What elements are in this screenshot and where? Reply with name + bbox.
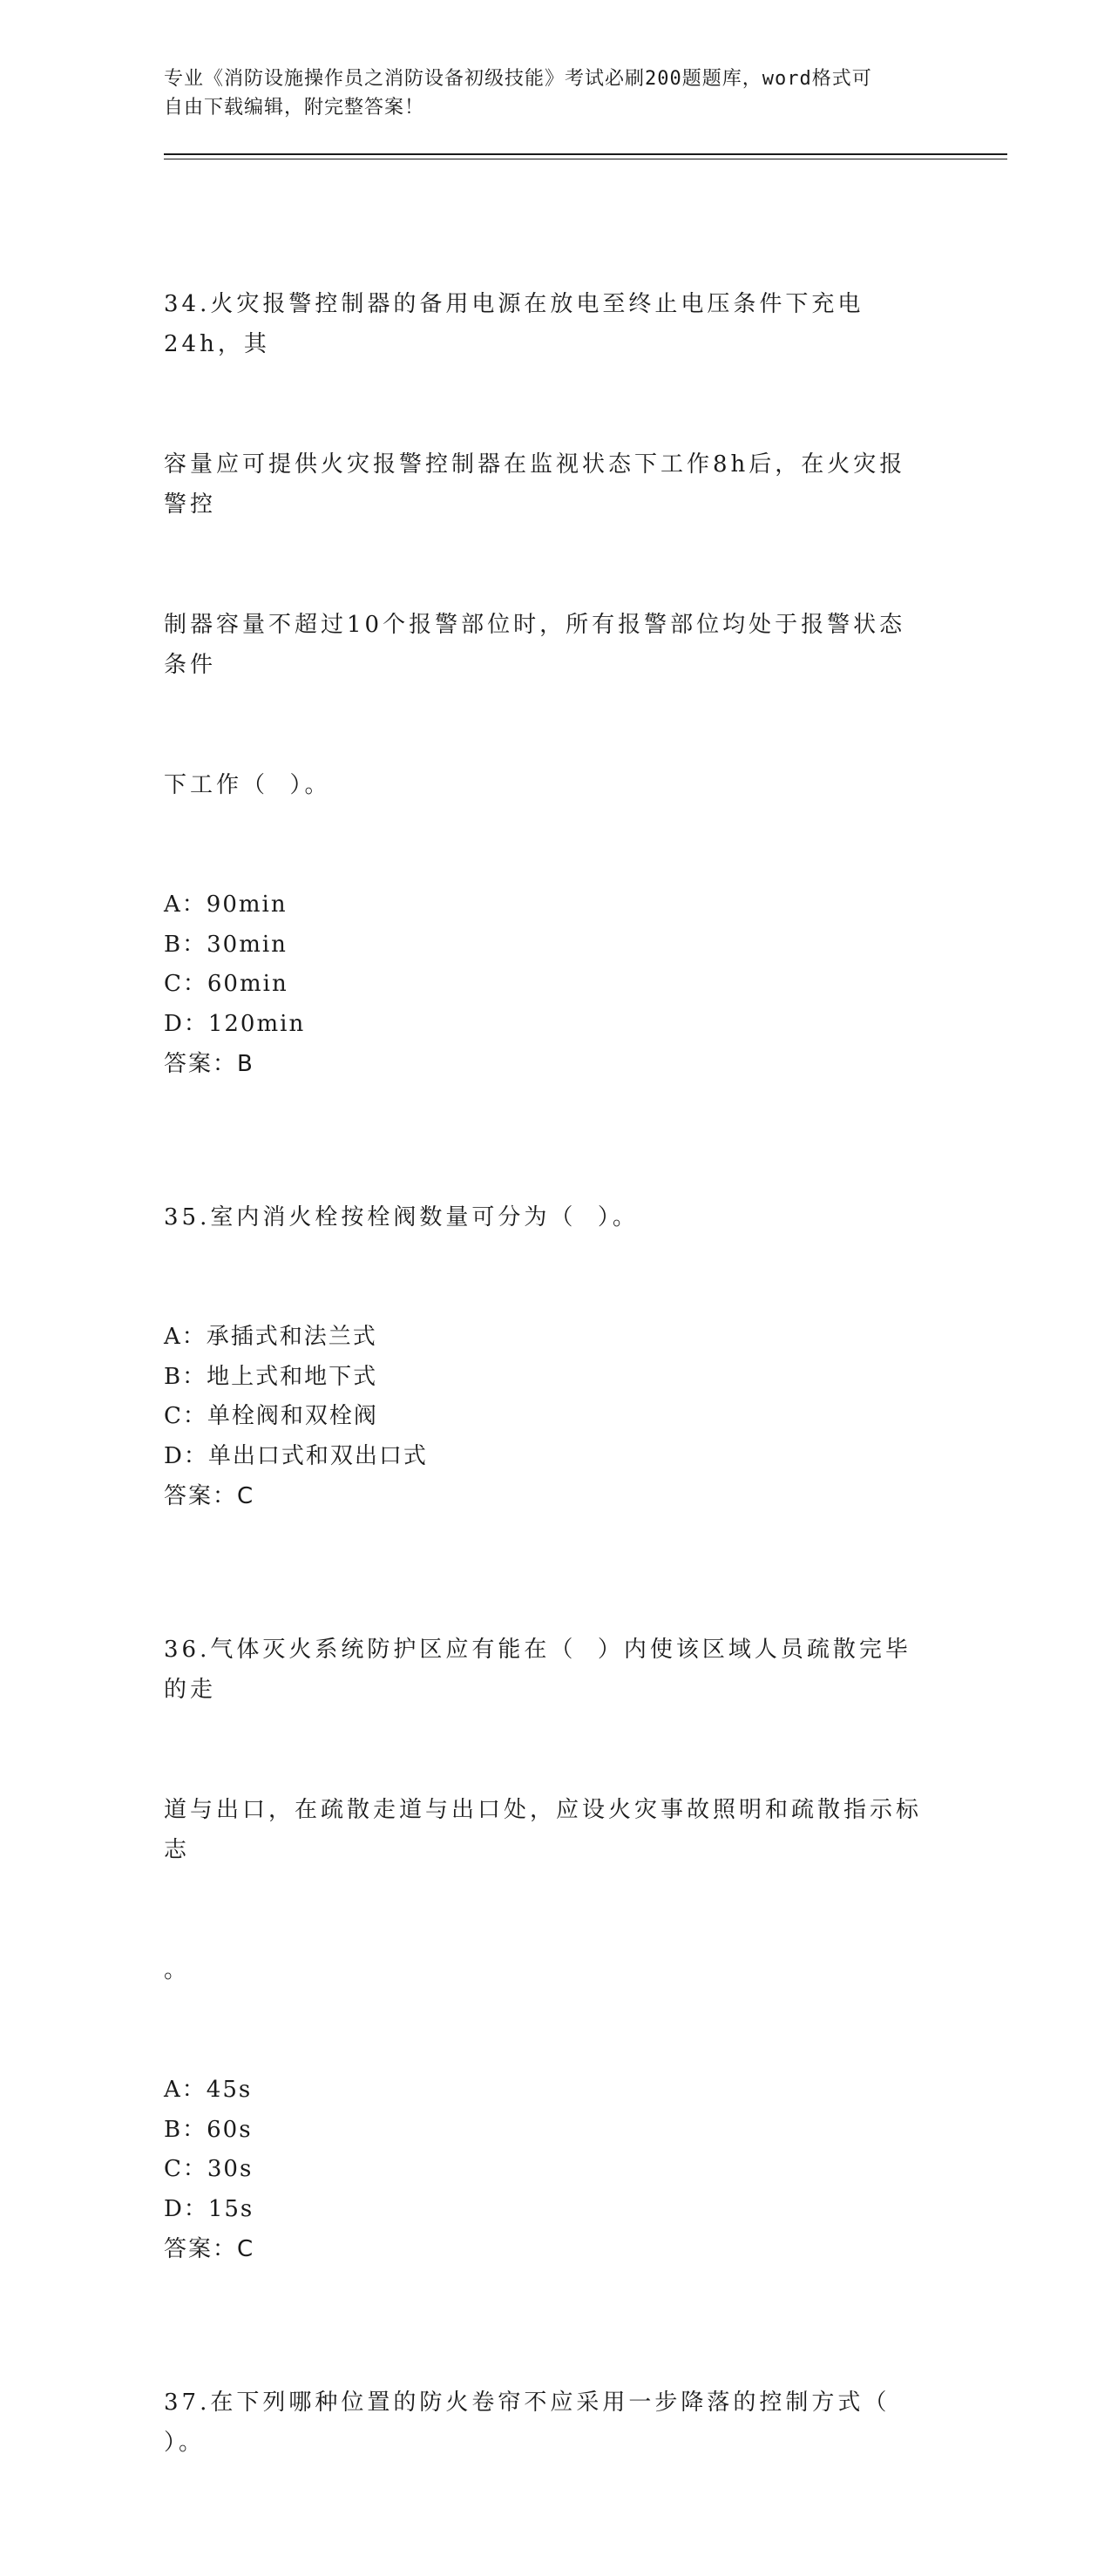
stem-line: 37.在下列哪种位置的防火卷帘不应采用一步降落的控制方式（ ）。: [164, 2390, 911, 2456]
header-line-2: 自由下载编辑，附完整答案！: [164, 97, 425, 119]
stem-line: 36.气体灭火系统防护区应有能在（ ）内使该区域人员疏散完毕的走: [164, 1637, 911, 1703]
question-list: [164, 204, 931, 2576]
option-d: D：120min: [164, 1010, 306, 1037]
header-divider-thick: [164, 153, 1007, 155]
stem-line: 制器容量不超过10个报警部位时，所有报警部位均处于报警状态条件: [164, 612, 906, 678]
header-line-1: 专业《消防设施操作员之消防设备初级技能》考试必刷200题题库，word格式可: [164, 68, 872, 90]
stem-line: 下工作（ ）。: [164, 772, 331, 798]
option-c: C：单栓阀和双栓阀: [164, 1403, 378, 1429]
option-d: D：单出口式和双出口式: [164, 1442, 428, 1469]
question-34: [164, 204, 931, 1084]
option-d: D：15s: [164, 2195, 254, 2222]
stem-line: 34.火灾报警控制器的备用电源在放电至终止电压条件下充电24h，其: [164, 291, 864, 357]
stem-line: 。: [164, 1957, 191, 1983]
stem-line: 道与出口，在疏散走道与出口处，应设火灾事故照明和疏散指示标志: [164, 1797, 923, 1863]
answer-line: 答案：C: [164, 2236, 255, 2262]
stem-line: 35.室内消火栓按栓阀数量可分为（ ）。: [164, 1204, 639, 1230]
question-stem: [164, 1549, 931, 2071]
answer-line: 答案：B: [164, 1051, 254, 1077]
option-c: C：60min: [164, 971, 288, 997]
stem-line: 容量应可提供火灾报警控制器在监视状态下工作8h后，在火灾报警控: [164, 451, 906, 518]
document-header: [164, 64, 931, 122]
question-stem: [164, 1117, 931, 1318]
option-a: A：90min: [164, 891, 288, 918]
question-37: [164, 2302, 931, 2543]
question-36: [164, 1549, 931, 2269]
question-35: [164, 1117, 931, 1516]
option-c: C：30s: [164, 2156, 254, 2182]
option-b: B：30min: [164, 931, 288, 958]
option-b: B：地上式和地下式: [164, 1363, 378, 1390]
question-stem: [164, 2302, 931, 2543]
answer-line: 答案：C: [164, 1483, 255, 1509]
question-stem: [164, 204, 931, 885]
option-a: A：45s: [164, 2077, 253, 2103]
option-a: A：承插式和法兰式: [164, 1324, 377, 1350]
option-b: B：60s: [164, 2116, 253, 2143]
